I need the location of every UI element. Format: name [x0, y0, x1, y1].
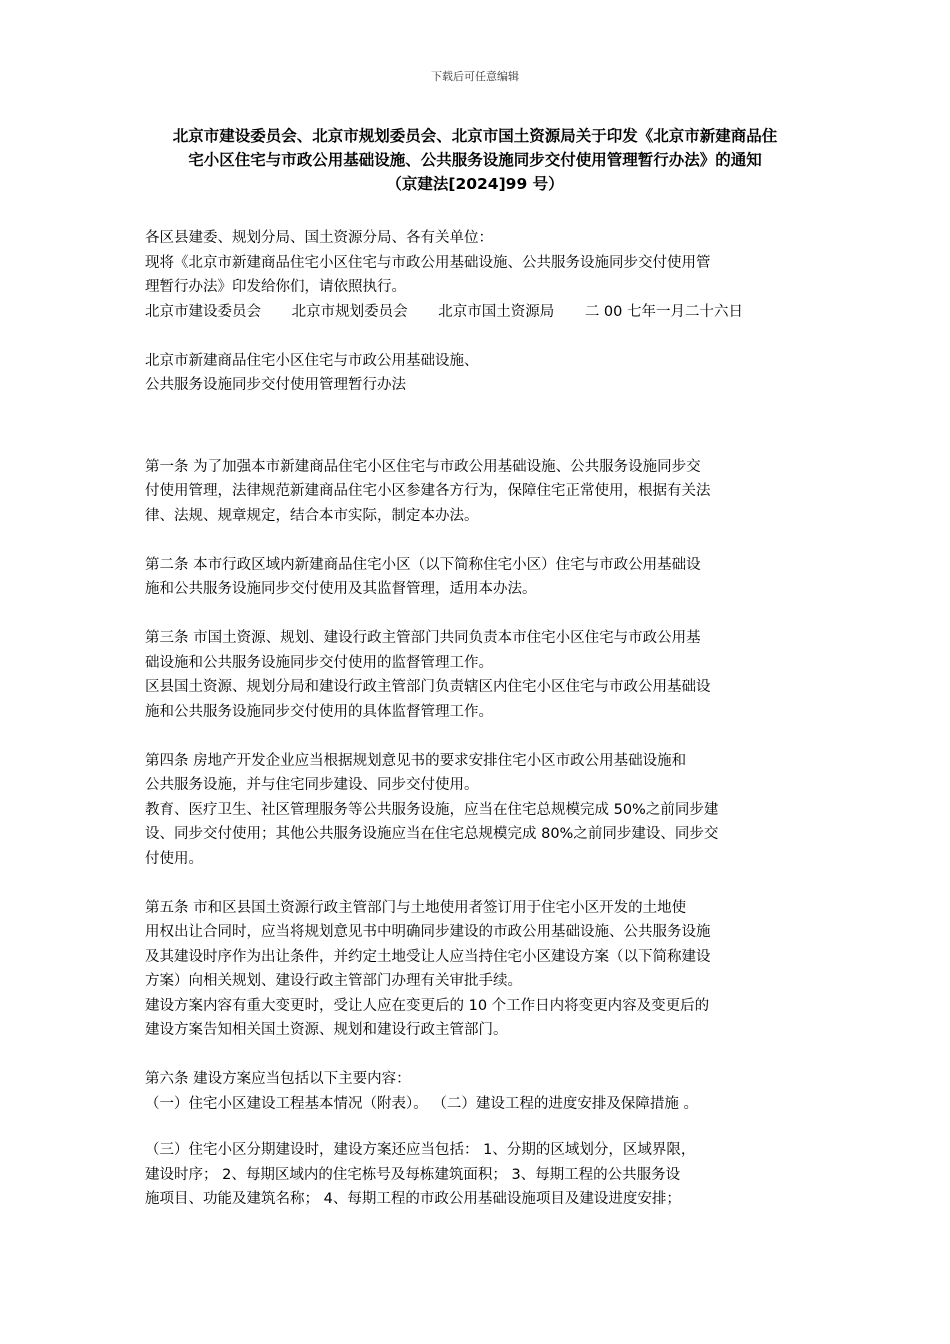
notice-title [120, 124, 830, 196]
signature-date: 二 00 七年一月二十六日 [584, 303, 743, 320]
measures-title: 公共服务设施同步交付使用管理暂行办法 [145, 377, 406, 393]
article-line: 建设方案内容有重大变更时，受让人应在变更后的 10 个工作日内将变更内容及变更后的 [145, 997, 710, 1014]
article-line: 第二条 本市行政区域内新建商品住宅小区（以下简称住宅小区）住宅与市政公用基础设 [145, 556, 701, 573]
signature-line [145, 300, 820, 325]
download-note: 下载后可任意编辑 [431, 70, 519, 83]
article-line: 用权出让合同时，应当将规划意见书中明确同步建设的市政公用基础设施、公共服务设施 [145, 924, 711, 940]
title-line: 宅小区住宅与市政公用基础设施、公共服务设施同步交付使用管理暂行办法》的通知 [188, 151, 762, 169]
article-line: 第三条 市国土资源、规划、建设行政主管部门共同负责本市住宅小区住宅与市政公用基 [145, 630, 701, 646]
measures-title: 北京市新建商品住宅小区住宅与市政公用基础设施、 [145, 352, 479, 369]
article-line: 付使用。 [145, 850, 203, 867]
article-line: 第一条 为了加强本市新建商品住宅小区住宅与市政公用基础设施、公共服务设施同步交 [145, 458, 701, 475]
title-line: 北京市建设委员会、北京市规划委员会、北京市国土资源局关于印发《北京市新建商品住 [172, 127, 778, 145]
article-line: 公共服务设施，并与住宅同步建设、同步交付使用。 [145, 777, 479, 793]
article-line: 付使用管理，法律规范新建商品住宅小区参建各方行为，保障住宅正常使用，根据有关法 [145, 483, 711, 499]
article-line: 建设方案告知相关国土资源、规划和建设行政主管部门。 [145, 1022, 508, 1038]
title-line: （京建法[2024]99 号） [386, 175, 564, 193]
article-1 [145, 455, 820, 529]
article-line: 施和公共服务设施同步交付使用及其监督管理，适用本办法。 [145, 581, 537, 597]
article-line: 教育、医疗卫生、社区管理服务等公共服务设施，应当在住宅总规模完成 50%之前同步建 [145, 801, 719, 818]
article-line: （三）住宅小区分期建设时，建设方案还应当包括： 1、分期的区域划分，区域界限， [145, 1142, 696, 1158]
article-line: 第四条 房地产开发企业应当根据规划意见书的要求安排住宅小区市政公用基础设施和 [145, 752, 687, 769]
article-line: 施项目、功能及建筑名称； 4、每期工程的市政公用基础设施项目及建设进度安排； [145, 1191, 681, 1207]
signature-construction: 北京市建设委员会 [145, 303, 261, 320]
article-line: （一）住宅小区建设工程基本情况（附表）。 （二）建设工程的进度安排及保障措施 。 [145, 1095, 698, 1112]
article-line: 第六条 建设方案应当包括以下主要内容： [145, 1071, 411, 1087]
salutation: 各区县建委、规划分局、国土资源分局、各有关单位： [145, 230, 493, 246]
signature-planning: 北京市规划委员会 [291, 303, 408, 320]
article-line: 方案）向相关规划、建设行政主管部门办理有关审批手续。 [145, 973, 522, 989]
article-6 [145, 1067, 820, 1212]
article-line: 及其建设时序作为出让条件，并约定土地受让人应当持住宅小区建设方案（以下简称建设 [145, 948, 711, 965]
document-body [145, 226, 820, 1212]
article-2 [145, 553, 820, 602]
article-line: 区县国土资源、规划分局和建设行政主管部门负责辖区内住宅小区住宅与市政公用基础设 [145, 679, 711, 695]
article-3 [145, 626, 820, 724]
article-line: 施和公共服务设施同步交付使用的具体监督管理工作。 [145, 703, 493, 720]
intro-line: 现将《北京市新建商品住宅小区住宅与市政公用基础设施、公共服务设施同步交付使用管 [145, 254, 711, 271]
signature-land: 北京市国土资源局 [438, 303, 555, 320]
article-line: 第五条 市和区县国土资源行政主管部门与土地使用者签订用于住宅小区开发的土地使 [145, 899, 687, 916]
article-5 [145, 896, 820, 1043]
article-line: 设、同步交付使用；其他公共服务设施应当在住宅总规模完成 80%之前同步建设、同步交 [145, 826, 719, 842]
article-line: 律、法规、规章规定，结合本市实际，制定本办法。 [145, 507, 479, 524]
article-4 [145, 749, 820, 872]
intro-line: 理暂行办法》印发给你们，请依照执行。 [145, 279, 406, 295]
article-line: 建设时序； 2、每期区域内的住宅栋号及每栋建筑面积； 3、每期工程的公共服务设 [145, 1166, 681, 1183]
article-line: 础设施和公共服务设施同步交付使用的监督管理工作。 [145, 654, 493, 671]
